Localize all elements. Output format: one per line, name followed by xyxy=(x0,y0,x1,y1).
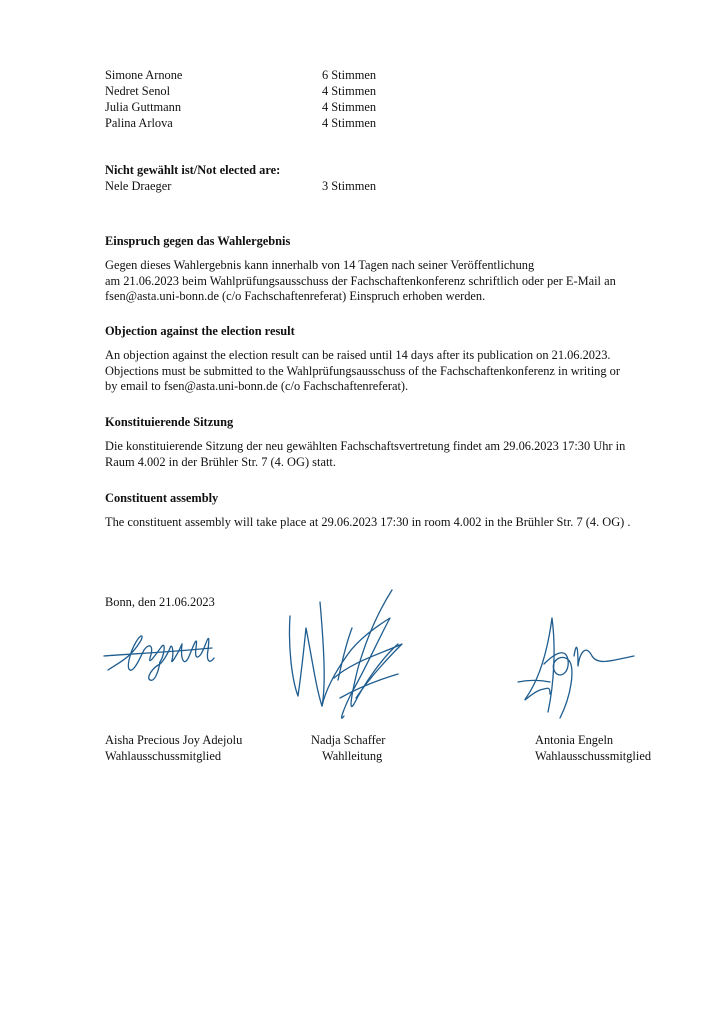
candidate-votes: 4 Stimmen xyxy=(322,84,377,98)
section-line: fsen@asta.uni-bonn.de (c/o Fachschaftenreferat) Einspruch erhoben werden. xyxy=(105,289,486,304)
signature-schaffer xyxy=(282,588,430,738)
signatory-role: Wahlleitung xyxy=(322,749,383,763)
signatory-name: Antonia Engeln xyxy=(535,733,614,747)
candidate-name: Nele Draeger xyxy=(105,179,172,193)
signature-engeln xyxy=(514,608,646,728)
candidate-votes: 4 Stimmen xyxy=(322,116,377,130)
section-line: An objection against the election result can be raised until 14 days after its publication on 21.06.2023. xyxy=(105,348,611,363)
section-line: The constituent assembly will take place at 29.06.2023 17:30 in room 4.002 in the Brühler Str. 7 (4. OG) . xyxy=(105,515,631,530)
section-objection-en xyxy=(105,324,665,395)
section-line: am 21.06.2023 beim Wahlprüfungsausschuss der Fachschaftenkonferenz schriftlich oder per E-Mail an xyxy=(105,273,616,288)
section-constituent-en xyxy=(105,491,665,531)
candidate-votes: 6 Stimmen xyxy=(322,68,377,82)
not-elected-heading: Nicht gewählt ist/Not elected are: xyxy=(105,163,281,177)
candidate-votes: 4 Stimmen xyxy=(322,100,377,114)
signatory-name: Aisha Precious Joy Adejolu xyxy=(105,733,243,747)
section-heading: Einspruch gegen das Wahlergebnis xyxy=(105,234,291,248)
section-line: Gegen dieses Wahlergebnis kann innerhalb von 14 Tagen nach seiner Veröffentlichung xyxy=(105,258,535,273)
section-line: Die konstituierende Sitzung der neu gewählten Fachschaftsvertretung findet am 29.06.2023 17:30 Uhr in xyxy=(105,439,626,454)
section-line: by email to fsen@asta.uni-bonn.de (c/o Fachschaftenreferat). xyxy=(105,379,409,394)
section-objection-de xyxy=(105,234,665,305)
candidate-name: Julia Guttmann xyxy=(105,100,182,114)
section-line: Raum 4.002 in der Brühler Str. 7 (4. OG) statt. xyxy=(105,454,336,469)
signatory-name: Nadja Schaffer xyxy=(311,733,386,747)
candidate-name: Palina Arlova xyxy=(105,116,173,130)
section-constituent-de xyxy=(105,415,665,470)
signatory-role: Wahlausschussmitglied xyxy=(105,749,222,763)
candidate-name: Nedret Senol xyxy=(105,84,171,98)
candidate-name: Simone Arnone xyxy=(105,68,183,82)
section-heading: Konstituierende Sitzung xyxy=(105,415,234,429)
signature-adejolu xyxy=(100,618,230,688)
section-line: Objections must be submitted to the Wahlprüfungsausschuss of the Fachschaftenkonferenz in writing or xyxy=(105,363,620,378)
candidate-votes: 3 Stimmen xyxy=(322,179,377,193)
section-heading: Objection against the election result xyxy=(105,324,295,338)
section-heading: Constituent assembly xyxy=(105,491,219,505)
signatory-role: Wahlausschussmitglied xyxy=(535,749,652,763)
place-date: Bonn, den 21.06.2023 xyxy=(105,595,215,609)
